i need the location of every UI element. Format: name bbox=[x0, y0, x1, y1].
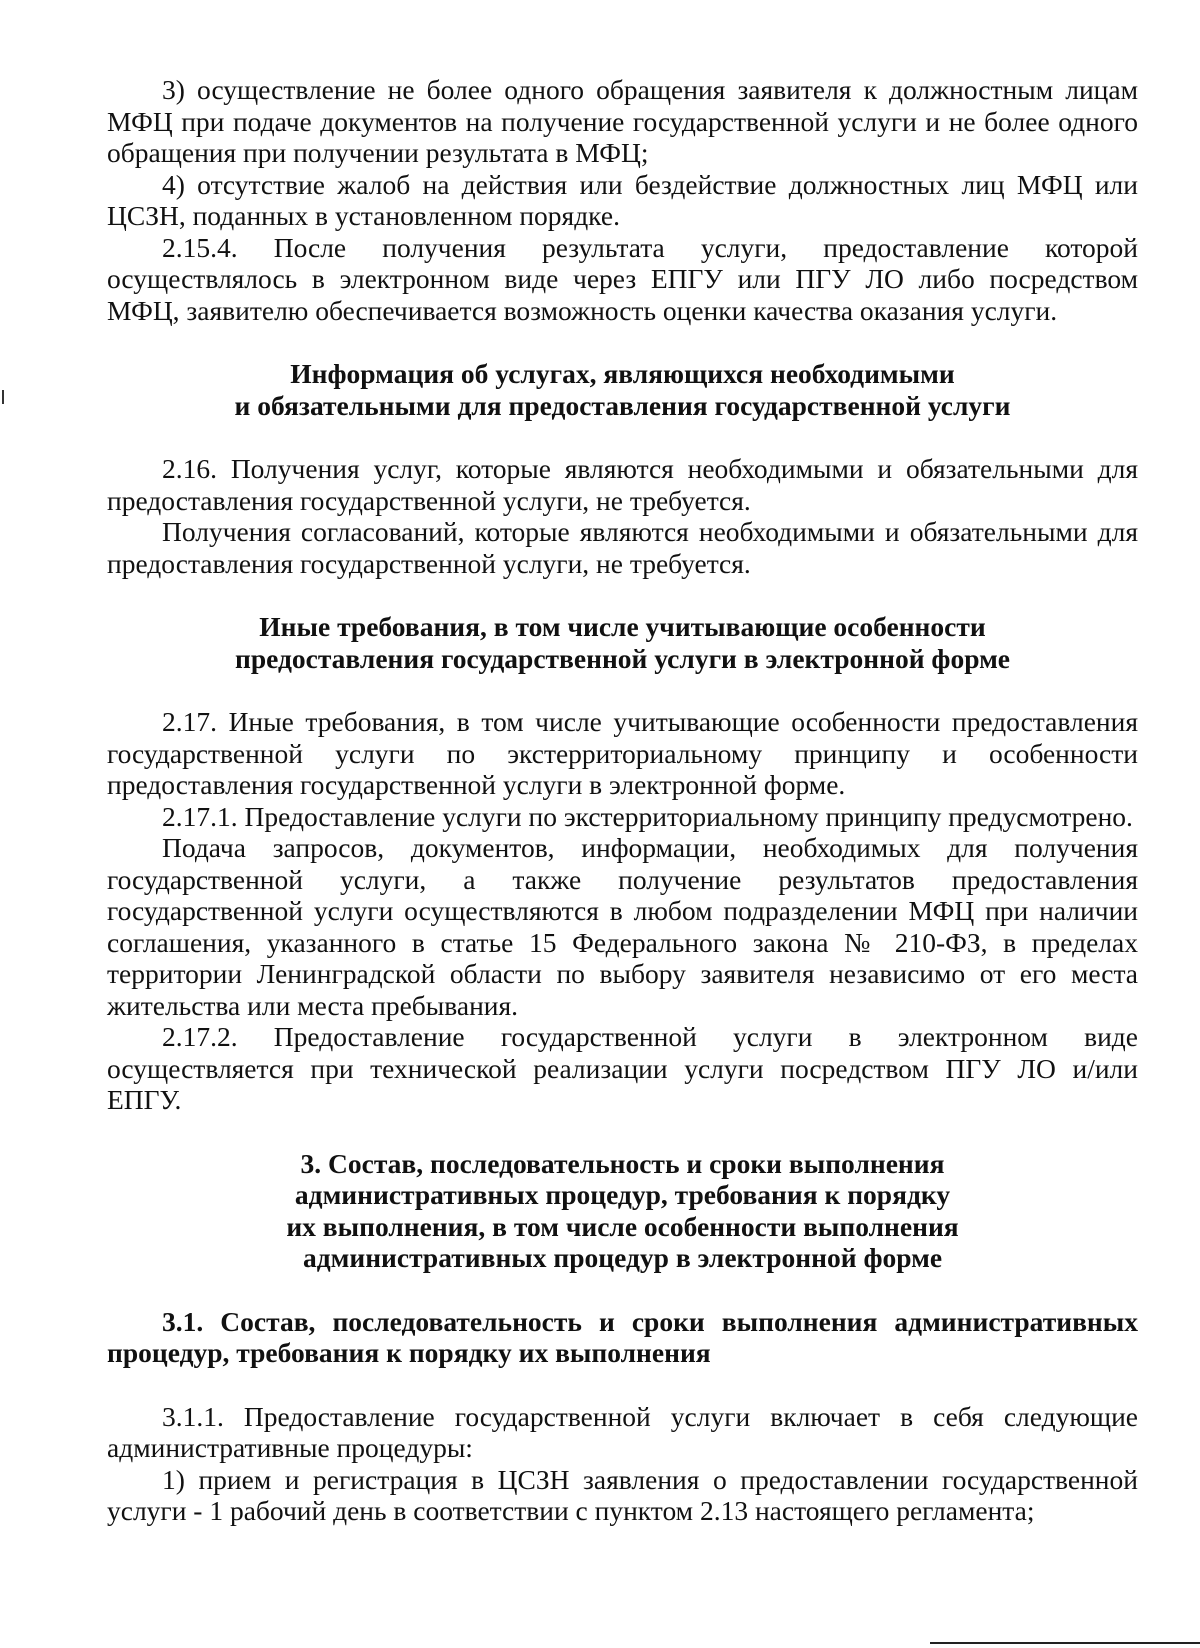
paragraph-item-3: 3) осуществление не более одного обращения заявителя к должностным лицам МФЦ при подаче документов на получение государственной услуги и не более одного обращения при получении результата в МФЦ; bbox=[107, 74, 1138, 168]
paragraph-submission: Подача запросов, документов, информации, необходимых для получения государственной услуги, а также получение результатов предоставления государственной услуги осуществляются в любом подразделении МФЦ при наличии соглашения, указанного в статье 15 Федерального закона № 210-ФЗ, в пределах территории Ленинградской области по выбору заявителя независимо от его места жительства или места пребывания. bbox=[107, 832, 1138, 1021]
heading-services-info-line2: и обязательными для предоставления государственной услуги bbox=[234, 389, 1011, 421]
paragraph-2-15-4: 2.15.4. После получения результата услуги, предоставление которой осуществлялось в электронном виде через ЕПГУ или ПГУ ЛО либо посредством МФЦ, заявителю обеспечивается возможность оценки качества оказания услуги. bbox=[107, 231, 1138, 326]
paragraph-item-4: 4) отсутствие жалоб на действия или бездействие должностных лиц МФЦ или ЦСЗН, поданных в установленном порядке. bbox=[107, 168, 1138, 231]
scan-edge-mark-left bbox=[2, 390, 4, 404]
paragraph-2-17: 2.17. Иные требования, в том числе учитывающие особенности предоставления государственной услуги по экстерриториальному принципу и особенности предоставления государственной услуги в электронной форме. bbox=[107, 706, 1138, 800]
heading-section-3-line2: административных процедур, требования к порядку bbox=[294, 1179, 951, 1210]
heading-section-3-line3: их выполнения, в том числе особенности выполнения bbox=[286, 1210, 959, 1242]
heading-other-requirements-line1: Иные требования, в том числе учитывающие особенности bbox=[259, 611, 986, 642]
heading-other-requirements bbox=[107, 611, 1138, 674]
heading-section-3-line1: 3. Состав, последовательность и сроки выполнения bbox=[300, 1147, 945, 1179]
scan-edge-mark-bottom bbox=[930, 1642, 1200, 1644]
heading-section-3-line4: административных процедур в электронной форме bbox=[302, 1242, 943, 1273]
paragraph-procedure-1: 1) прием и регистрация в ЦСЗН заявления о предоставлении государственной услуги - 1 рабочий день в соответствии с пунктом 2.13 настоящего регламента; bbox=[107, 1463, 1138, 1526]
heading-services-info-line1: Информация об услугах, являющихся необходимыми bbox=[290, 358, 955, 389]
paragraph-3-1-1: 3.1.1. Предоставление государственной услуги включает в себя следующие административные процедуры: bbox=[107, 1400, 1138, 1463]
paragraph-approvals: Получения согласований, которые являются необходимыми и обязательными для предоставления государственной услуги, не требуется. bbox=[107, 516, 1138, 579]
heading-section-3-1: 3.1. Состав, последовательность и сроки выполнения административных процедур, требования к порядку их выполнения bbox=[107, 1305, 1138, 1368]
heading-section-3 bbox=[107, 1148, 1138, 1274]
paragraph-2-16: 2.16. Получения услуг, которые являются необходимыми и обязательными для предоставления государственной услуги, не требуется. bbox=[107, 453, 1138, 516]
paragraph-2-17-1: 2.17.1. Предоставление услуги по экстерриториальному принципу предусмотрено. bbox=[162, 800, 1133, 832]
paragraph-2-17-2: 2.17.2. Предоставление государственной услуги в электронном виде осуществляется при технической реализации услуги посредством ПГУ ЛО и/или ЕПГУ. bbox=[107, 1021, 1138, 1115]
heading-other-requirements-line2: предоставления государственной услуги в электронной форме bbox=[234, 642, 1011, 674]
heading-services-info bbox=[107, 358, 1138, 421]
document-content bbox=[107, 74, 1138, 1527]
